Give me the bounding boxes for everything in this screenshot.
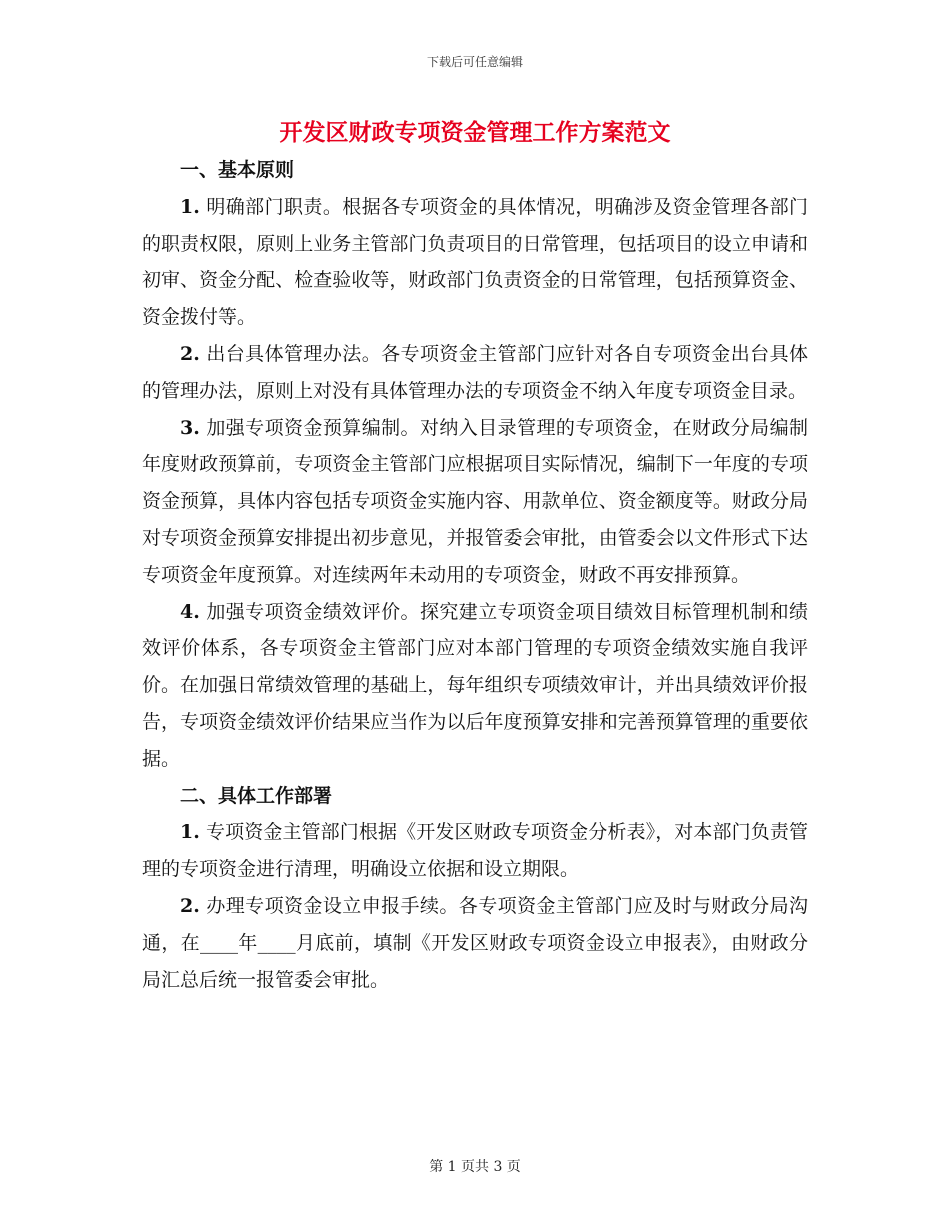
document-body	[142, 152, 808, 998]
paragraph-number: 3.	[180, 416, 200, 439]
paragraph-number: 1.	[180, 195, 200, 218]
paragraph-text: 出台具体管理办法。各专项资金主管部门应针对各自专项资金出台具体的管理办法，原则上对没有具体管理办法的专项资金不纳入年度专项资金目录。	[142, 342, 808, 402]
paragraph-text: 办理专项资金设立申报手续。各专项资金主管部门应及时与财政分局沟通，在____年____月底前，填制《开发区财政专项资金设立申报表》，由财政分局汇总后统一报管委会审批。	[142, 894, 808, 991]
section-heading: 一、基本原则	[180, 159, 295, 181]
paragraph	[142, 410, 808, 594]
document-title: 开发区财政专项资金管理工作方案范文	[279, 119, 671, 146]
paragraph	[142, 594, 808, 778]
paragraph-number: 2.	[180, 894, 200, 917]
paragraph-number: 4.	[180, 600, 200, 623]
section-heading: 二、具体工作部署	[180, 784, 333, 807]
paragraph-number: 2.	[180, 342, 200, 365]
paragraph-number: 1.	[180, 821, 200, 844]
page-footer: 第 1 页共 3 页	[429, 1159, 521, 1175]
paragraph-text: 加强专项资金预算编制。对纳入目录管理的专项资金，在财政分局编制年度财政预算前，专项资金主管部门应根据项目实际情况，编制下一年度的专项资金预算，具体内容包括专项资金实施内容、用款单位、资金额度等。财政分局对专项资金预算安排提出初步意见，并报管委会审批，由管委会以文件形式下达专项资金年度预算。对连续两年未动用的专项资金，财政不再安排预算。	[142, 416, 808, 586]
paragraph-text: 加强专项资金绩效评价。探究建立专项资金项目绩效目标管理机制和绩效评价体系，各专项资金主管部门应对本部门管理的专项资金绩效实施自我评价。在加强日常绩效管理的基础上，每年组织专项绩效审计，并出具绩效评价报告，专项资金绩效评价结果应当作为以后年度预算安排和完善预算管理的重要依据。	[142, 600, 808, 770]
paragraph	[142, 888, 808, 998]
paragraph	[142, 814, 808, 888]
paragraph	[142, 336, 808, 410]
page-header-note: 下载后可任意编辑	[426, 55, 523, 69]
paragraph-text: 专项资金主管部门根据《开发区财政专项资金分析表》，对本部门负责管理的专项资金进行清理，明确设立依据和设立期限。	[142, 821, 808, 881]
paragraph-text: 明确部门职责。根据各专项资金的具体情况，明确涉及资金管理各部门的职责权限，原则上业务主管部门负责项目的日常管理，包括项目的设立申请和初审、资金分配、检查验收等，财政部门负责资金的日常管理，包括预算资金、资金拨付等。	[142, 195, 808, 329]
paragraph	[142, 189, 808, 336]
